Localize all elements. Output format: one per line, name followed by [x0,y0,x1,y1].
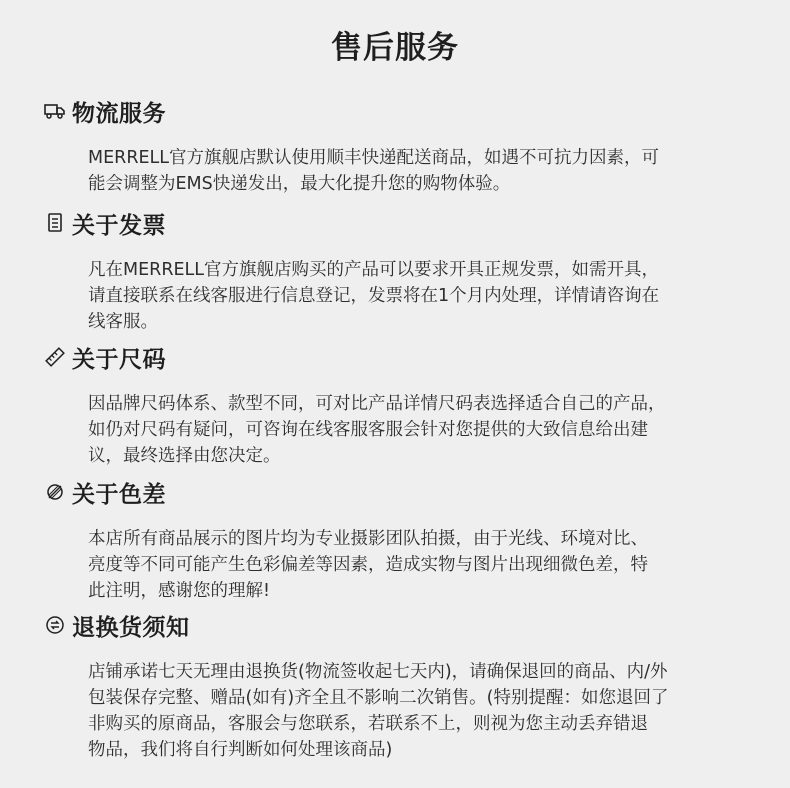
section-title: 退换货须知 [72,614,190,641]
section-title: 关于色差 [72,481,166,508]
body-line: 线客服。 [88,312,158,332]
return-icon [44,614,66,636]
section-title: 关于发票 [72,212,166,239]
body-line: 店铺承诺七天无理由退换货(物流签收起七天内)，请确保退回的商品、内/外 [88,662,668,682]
body-line: 非购买的原商品，客服会与您联系，若联系不上，则视为您主动丢弃错退 [88,714,648,734]
section-body [88,391,758,469]
body-line: 物品，我们将自行判断如何处理该商品) [88,740,393,760]
section-title: 关于尺码 [72,346,166,373]
section-body [88,145,758,197]
section-body [88,526,758,604]
body-line: 凡在MERRELL官方旗舰店购买的产品可以要求开具正规发票，如需开具， [88,260,660,280]
body-line: 因品牌尺码体系、款型不同，可对比产品详情尺码表选择适合自己的产品， [88,394,666,414]
ruler-icon [44,346,66,368]
page-title: 售后服务 [331,30,459,66]
body-line: 包装保存完整、赠品(如有)齐全且不影响二次销售。(特别提醒：如您退回了 [88,688,669,708]
body-line: 此注明，感谢您的理解! [88,581,271,601]
body-line: 本店所有商品展示的图片均为专业摄影团队拍摄，由于光线、环境对比、 [88,529,648,549]
section-header [44,207,166,239]
section-body [88,257,758,335]
body-line: 请直接联系在线客服进行信息登记，发票将在1个月内处理，详情请咨询在 [88,286,660,306]
section-header [44,341,166,373]
body-line: 能会调整为EMS快递发出，最大化提升您的购物体验。 [88,174,511,194]
body-line: 议，最终选择由您决定。 [88,446,281,466]
section-header [44,609,190,641]
section-body [88,659,758,763]
body-line: 亮度等不同可能产生色彩偏差等因素，造成实物与图片出现细微色差，特 [88,555,648,575]
truck-icon [44,100,66,122]
section-header [44,95,166,127]
body-line: MERRELL官方旗舰店默认使用顺丰快递配送商品，如遇不可抗力因素，可 [88,148,660,168]
section-title: 物流服务 [72,100,166,127]
color-palette-icon [44,481,66,503]
section-header [44,476,166,508]
document-icon [44,212,66,234]
body-line: 如仍对尺码有疑问，可咨询在线客服客服会针对您提供的大致信息给出建 [88,420,648,440]
